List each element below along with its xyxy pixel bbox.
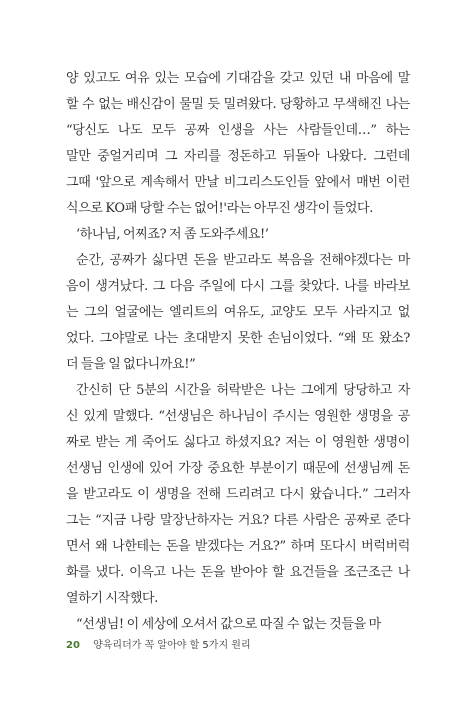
text-line: 그때 '앞으로 계속해서 만날 비그리스도인들 앞에서 매번 이런 [66, 175, 410, 190]
text-line: ‘하나님, 어찌죠? 저 좀 도와주세요!’ [76, 227, 269, 242]
running-title: 양육리더가 꼭 알아야 할 5가지 원리 [93, 640, 251, 651]
text-line: 신 있게 말했다. “선생님은 하나님이 주시는 영원한 생명을 공 [66, 409, 410, 424]
text-line: 말만 중얼거리며 그 자리를 정돈하고 뒤돌아 나왔다. 그런데 [66, 149, 410, 164]
text-line: 선생님 인생에 있어 가장 중요한 부분이기 때문에 선생님께 돈 [66, 461, 410, 476]
text-line: 그는 “지금 나랑 말장난하자는 거요? 다른 사람은 공짜로 준다 [66, 513, 410, 528]
text-line: 순간, 공짜가 싫다면 돈을 받고라도 복음을 전해야겠다는 마 [76, 253, 410, 268]
paragraph [66, 222, 410, 248]
text-line: 할 수 없는 배신감이 물밀 듯 밀려왔다. 당황하고 무색해진 나는 [66, 97, 410, 112]
page-footer [66, 639, 251, 653]
text-line: “당신도 나도 모두 공짜 인생을 사는 사람들인데…” 하는 [66, 123, 410, 138]
text-line: 었다. 그야말로 나는 초대받지 못한 손님이었다. “왜 또 왔소? [66, 331, 410, 346]
text-line: 화를 냈다. 이윽고 나는 돈을 받아야 할 요건들을 조근조근 나 [66, 565, 410, 580]
text-line: 을 받고라도 이 생명을 전해 드리려고 다시 왔습니다.” 그러자 [66, 487, 410, 502]
text-line: 열하기 시작했다. [66, 591, 159, 606]
text-line: 간신히 단 5분의 시간을 허락받은 나는 그에게 당당하고 자 [76, 383, 410, 398]
text-line: 양 있고도 여유 있는 모습에 기대감을 갖고 있던 내 마음에 말 [66, 71, 410, 86]
page-number: 20 [66, 640, 80, 651]
text-line: “선생님! 이 세상에 오셔서 값으로 따질 수 없는 것들을 마 [76, 617, 381, 632]
text-line: 더 들을 일 없다니까요!” [66, 357, 196, 372]
paragraph [66, 612, 410, 638]
paragraph [66, 378, 410, 612]
text-line: 면서 왜 나한테는 돈을 받겠다는 거요?” 하며 또다시 버럭버럭 [66, 539, 410, 554]
paragraph [66, 248, 410, 378]
text-line: 는 그의 얼굴에는 엘리트의 여유도, 교양도 모두 사라지고 없 [66, 305, 410, 320]
text-line: 짜로 받는 게 죽어도 싫다고 하셨지요? 저는 이 영원한 생명이 [66, 435, 410, 450]
paragraph [66, 66, 410, 222]
body-text [66, 66, 410, 638]
text-line: 음이 생겨났다. 그 다음 주일에 다시 그를 찾았다. 나를 바라보 [66, 279, 410, 294]
text-line: 식으로 KO패 당할 수는 없어!'라는 아무진 생각이 들었다. [66, 201, 374, 216]
